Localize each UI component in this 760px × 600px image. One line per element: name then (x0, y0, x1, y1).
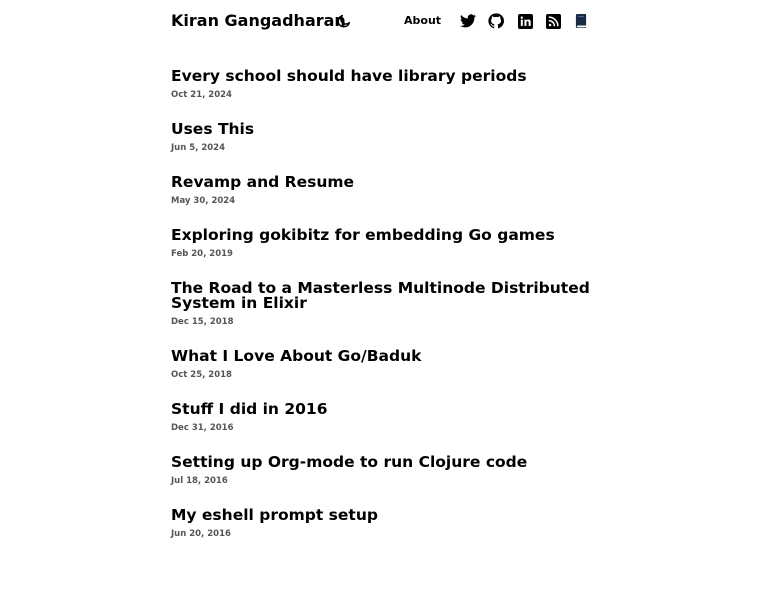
post-item (171, 121, 591, 153)
post-date: Jun 20, 2016 (171, 529, 231, 539)
linkedin-link[interactable] (516, 12, 534, 30)
post-item (171, 348, 591, 380)
post-item (171, 454, 591, 486)
post-date: Dec 31, 2016 (171, 423, 234, 433)
post-item (171, 227, 591, 259)
post-item (171, 401, 591, 433)
post-title-link[interactable]: What I Love About Go/Baduk (171, 347, 422, 365)
post-title-link[interactable]: Every school should have library periods (171, 67, 527, 85)
nav-about-link[interactable]: About (404, 14, 442, 27)
post-title-link[interactable]: My eshell prompt setup (171, 506, 378, 524)
post-title-link[interactable]: The Road to a Masterless Multinode Distributed System in Elixir (171, 279, 590, 312)
post-title-link[interactable]: Stuff I did in 2016 (171, 400, 328, 418)
post-date: Jun 5, 2024 (171, 143, 225, 153)
post-title-link[interactable]: Setting up Org-mode to run Clojure code (171, 453, 528, 471)
rss-link[interactable] (544, 12, 562, 30)
post-item (171, 68, 591, 100)
post-item (171, 174, 591, 206)
post-item (171, 280, 591, 327)
rss-icon (546, 14, 561, 29)
post-title-link[interactable]: Exploring gokibitz for embedding Go games (171, 226, 555, 244)
twitter-icon (460, 14, 476, 28)
post-date: Dec 15, 2018 (171, 317, 234, 327)
post-date: Oct 21, 2024 (171, 90, 232, 100)
post-date: May 30, 2024 (171, 196, 236, 206)
post-date: Oct 25, 2018 (171, 370, 232, 380)
book-link[interactable] (572, 12, 590, 30)
github-link[interactable] (487, 12, 505, 30)
site-title-link[interactable]: Kiran Gangadharan (171, 11, 346, 30)
post-list (171, 68, 591, 560)
post-title-link[interactable]: Revamp and Resume (171, 173, 355, 191)
book-icon (575, 14, 587, 28)
site-header (171, 10, 591, 34)
post-date: Jul 18, 2016 (171, 476, 228, 486)
moon-icon (336, 13, 352, 29)
post-date: Feb 20, 2019 (171, 249, 233, 259)
linkedin-icon (518, 14, 533, 29)
twitter-link[interactable] (459, 12, 477, 30)
post-title-link[interactable]: Uses This (171, 120, 255, 138)
github-icon (488, 13, 504, 29)
theme-toggle-button[interactable] (335, 12, 353, 30)
post-item (171, 507, 591, 539)
